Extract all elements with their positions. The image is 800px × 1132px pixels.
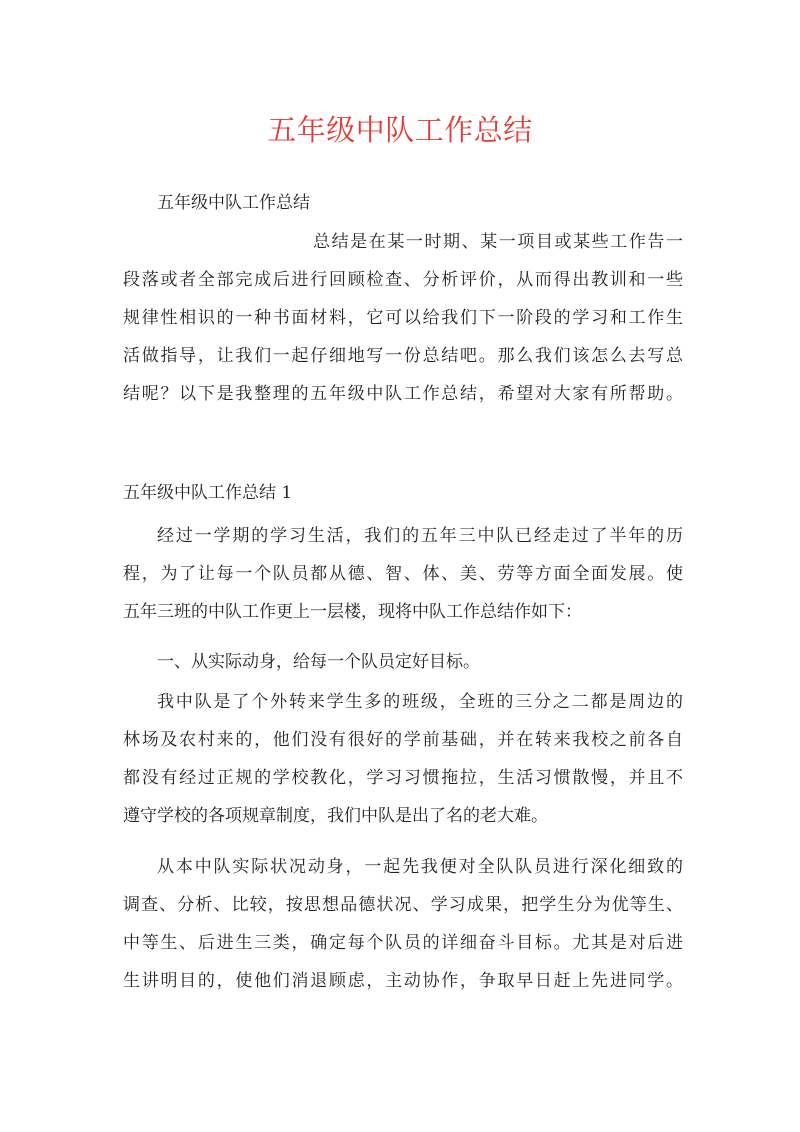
paragraph-line: 我中队是了个外转来学生多的班级，全班的三分之二都是周边的 xyxy=(157,692,683,712)
paragraph-line: 生讲明目的，使他们消退顾虑，主动协作，争取早日赶上先进同学。 xyxy=(123,971,683,991)
paragraph-line: 五年三班的中队工作更上一层楼，现将中队工作总结作如下： xyxy=(123,602,582,622)
intro-line: 规律性相识的一种书面材料，它可以给我们下一阶段的学习和工作生 xyxy=(123,308,683,328)
section-heading-block xyxy=(123,474,683,512)
paragraph-line: 经过一学期的学习生活，我们的五年三中队已经走过了半年的历 xyxy=(157,526,683,546)
section-heading: 五年级中队工作总结 1 xyxy=(123,483,293,503)
paragraph-2 xyxy=(123,683,683,835)
point-1-block xyxy=(123,643,683,681)
paragraph-3 xyxy=(123,848,683,1000)
intro-line: 总结是在某一时期、某一项目或某些工作告一 xyxy=(313,232,683,252)
paragraph-line: 遵守学校的各项规章制度，我们中队是出了名的老大难。 xyxy=(123,806,548,826)
intro-line: 活做指导，让我们一起仔细地写一份总结吧。那么我们该怎么去写总 xyxy=(123,346,683,366)
intro-line: 段落或者全部完成后进行回顾检查、分析评价，从而得出教训和一些 xyxy=(123,270,683,290)
paragraph-line: 林场及农村来的，他们没有很好的学前基础，并在转来我校之前各自 xyxy=(123,730,683,750)
document-subtitle-block xyxy=(123,184,683,222)
intro-paragraph xyxy=(123,223,683,413)
paragraph-line: 从本中队实际状况动身，一起先我便对全队队员进行深化细致的 xyxy=(157,857,683,877)
intro-line: 结呢？以下是我整理的五年级中队工作总结，希望对大家有所帮助。 xyxy=(123,384,683,404)
paragraph-line: 中等生、后进生三类，确定每个队员的详细奋斗目标。尤其是对后进 xyxy=(123,933,683,953)
paragraph-1 xyxy=(123,517,683,631)
paragraph-line: 都没有经过正规的学校教化，学习习惯拖拉，生活习惯散慢，并且不 xyxy=(123,768,683,788)
point-heading: 一、从实际动身，给每一个队员定好目标。 xyxy=(157,652,480,672)
paragraph-line: 程，为了让每一个队员都从德、智、体、美、劳等方面全面发展。使 xyxy=(123,564,683,584)
document-title: 五年级中队工作总结 xyxy=(267,113,533,147)
document-subtitle: 五年级中队工作总结 xyxy=(157,193,310,213)
paragraph-line: 调查、分析、比较，按思想品德状况、学习成果，把学生分为优等生、 xyxy=(123,895,683,915)
